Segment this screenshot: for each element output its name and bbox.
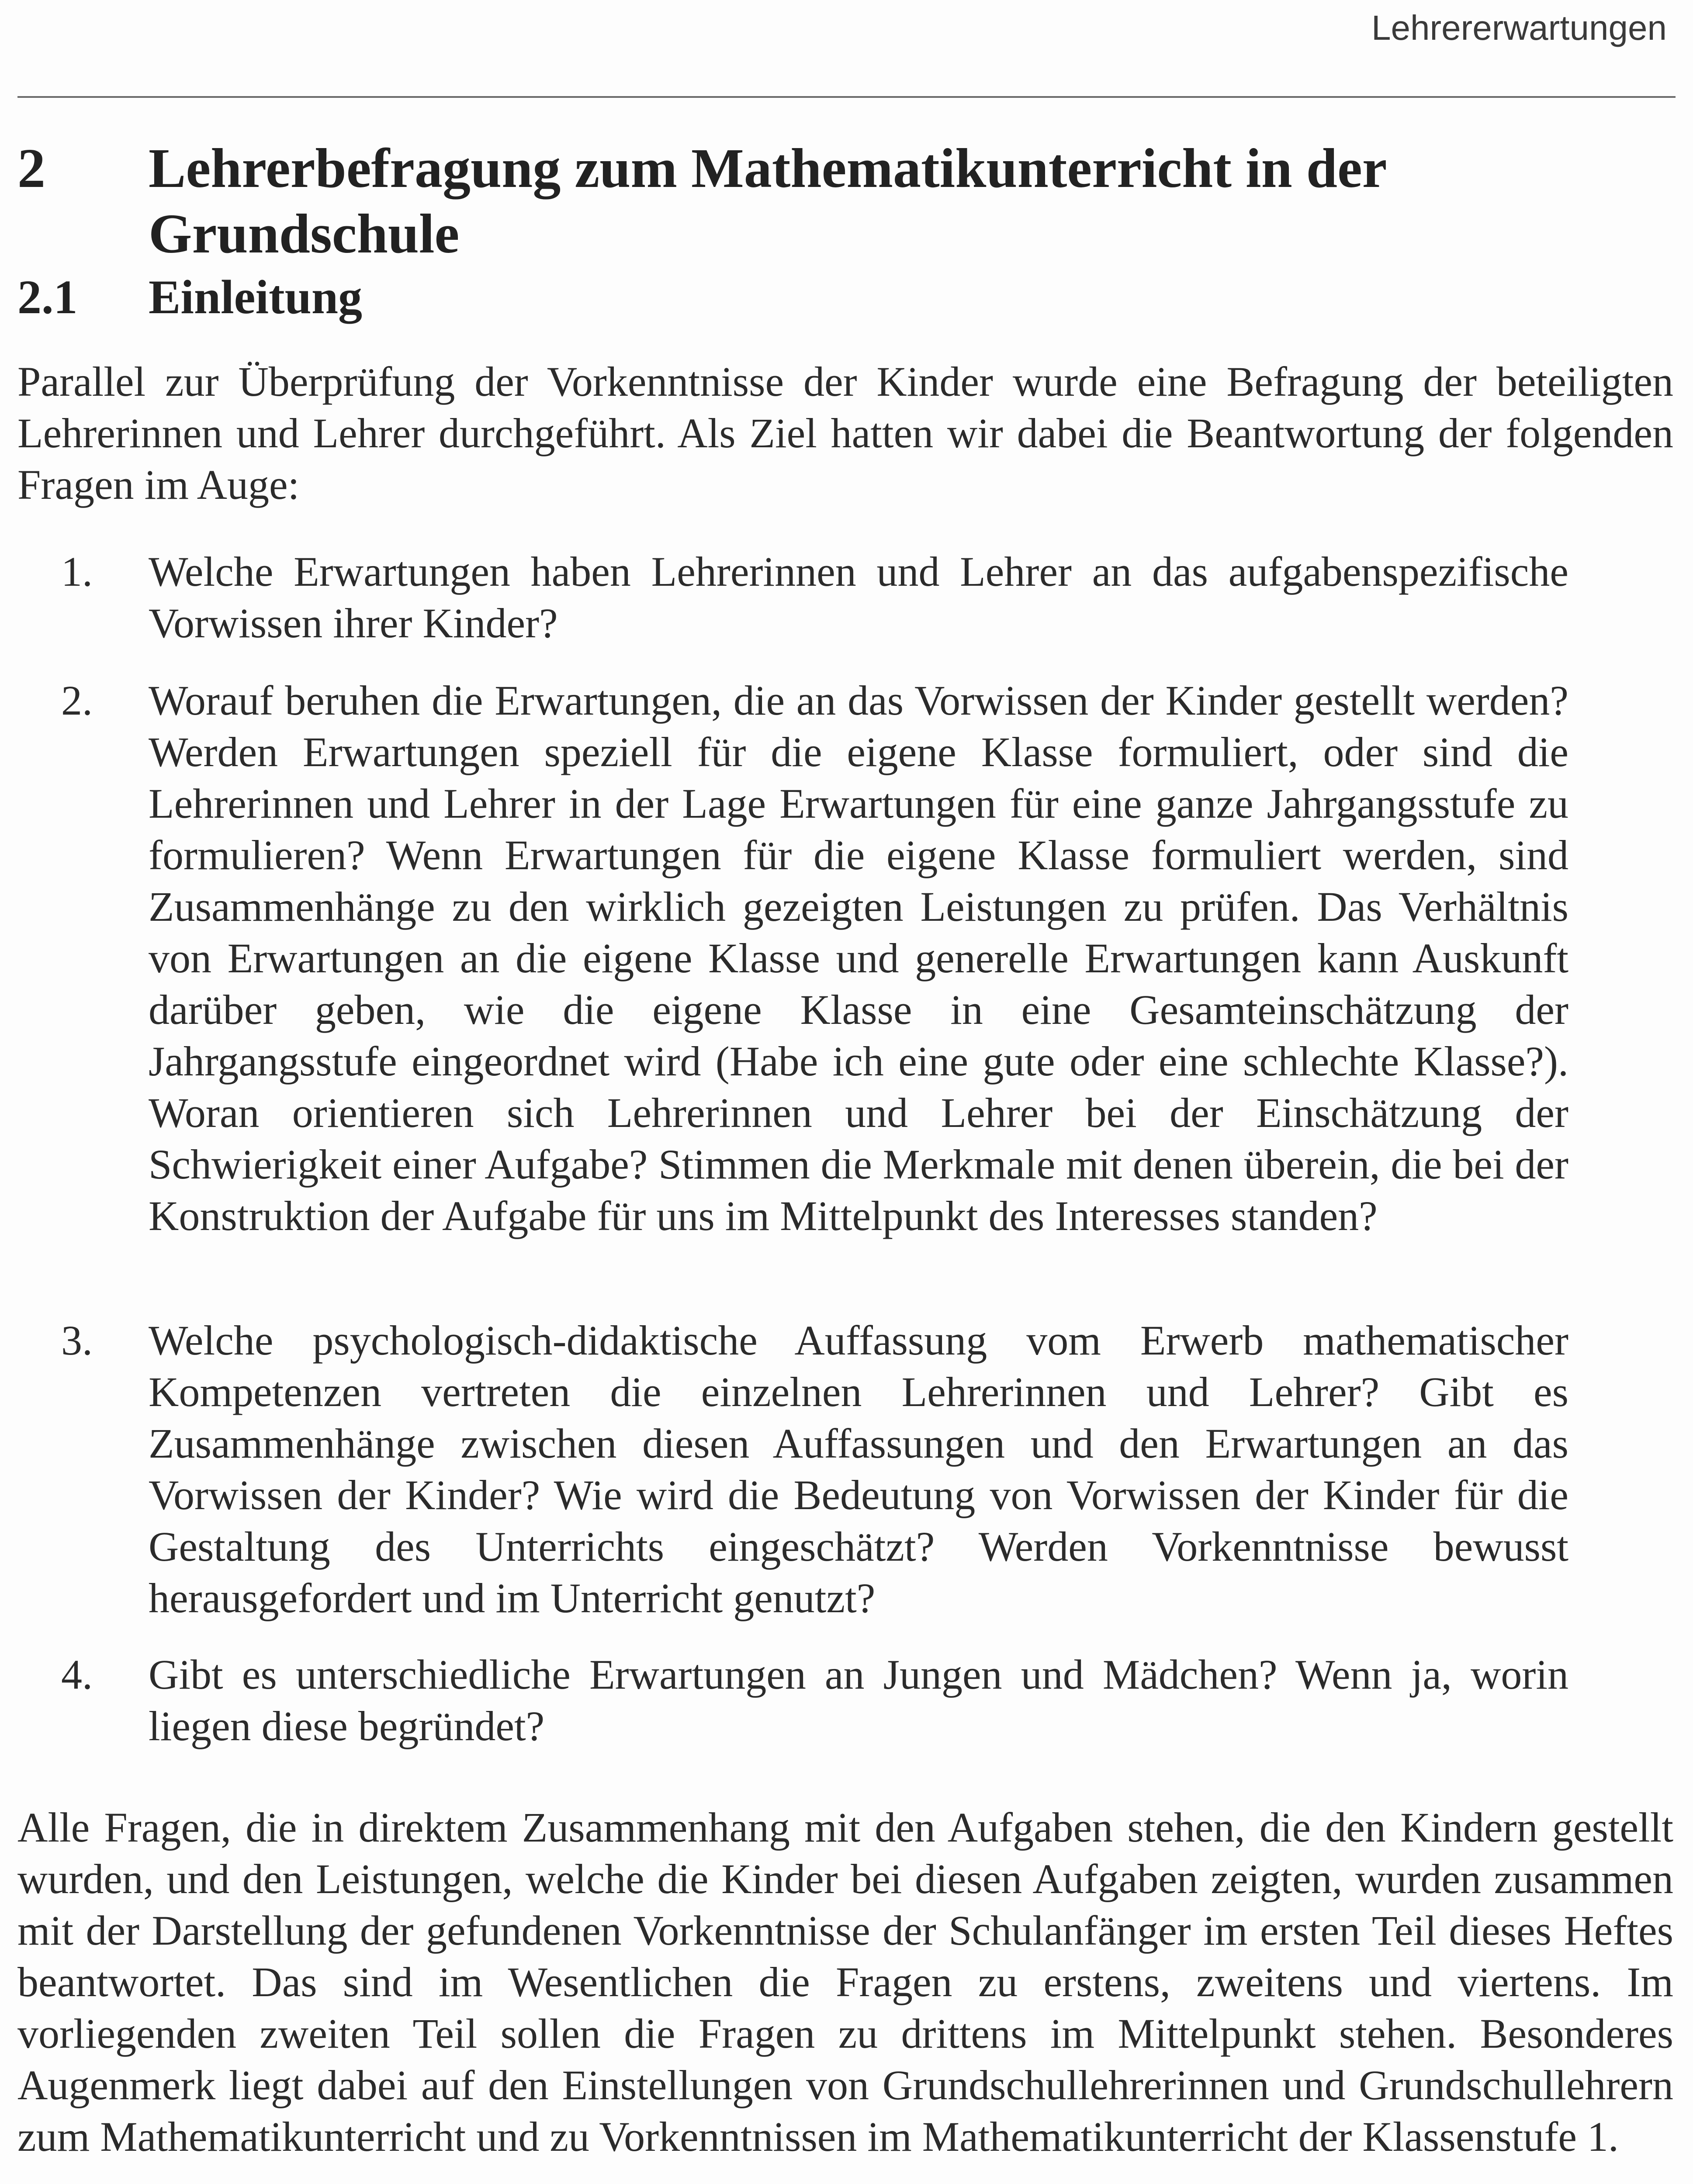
section-number: 2.1	[17, 270, 78, 324]
question-text: Welche psychologisch-didaktische Auffassung vom Erwerb mathematischer Kompetenzen vertreten die einzelnen Lehrerinnen und Lehrer? Gibt es Zusammenhänge zwischen diesen Auffassungen und den Erwartungen an das Vorwissen der Kinder? Wie wird die Bedeutung von Vorwissen der Kinder für die Gestaltung des Unterrichts eingeschätzt? Werden Vorkenntnisse bewusst herausgefordert und im Unterricht genutzt?	[149, 1317, 1568, 1621]
body-paragraph	[17, 1802, 1673, 2163]
section-title: Einleitung	[149, 270, 363, 324]
paragraph-text: Parallel zur Überprüfung der Vorkenntnisse der Kinder wurde eine Befragung der beteiligten Lehrerinnen und Lehrer durchgeführt. Als Ziel hatten wir dabei die Beantwortung der folgenden Fragen im Auge:	[17, 358, 1673, 508]
question-list-item	[61, 546, 1568, 649]
question-text: Welche Erwartungen haben Lehrerinnen und Lehrer an das aufgabenspezifische Vorwissen ihrer Kinder?	[149, 548, 1568, 646]
running-header: Lehrererwartungen	[1371, 8, 1667, 47]
paragraph-text: Alle Fragen, die in direktem Zusammenhang mit den Aufgaben stehen, die den Kindern gestellt wurden, und den Leistungen, welche die Kinder bei diesen Aufgaben zeigten, wurden zusammen mit der Darstellung der gefundenen Vorkenntnisse der Schulanfänger im ersten Teil dieses Heftes beantwortet. Das sind im Wesentlichen die Fragen zu erstens, zweitens und viertens. Im vorliegenden zweiten Teil sollen die Fragen zu drittens im Mittelpunkt stehen. Besonderes Augenmerk liegt dabei auf den Einstellungen von Grundschullehrerinnen und Grundschullehrern zum Mathematikunterricht und zu Vorkenntnissen im Mathematikunterricht der Klassenstufe 1.	[17, 1804, 1673, 2160]
section-heading	[17, 266, 362, 328]
question-number: 1.	[61, 548, 93, 595]
header-rule	[17, 96, 1676, 98]
question-number: 2.	[61, 677, 93, 724]
question-text: Worauf beruhen die Erwartungen, die an das Vorwissen der Kinder gestellt werden? Werden Erwartungen speziell für die eigene Klasse formuliert, oder sind die Lehrerinnen und Lehrer in der Lage Erwartungen für eine ganze Jahrgangsstufe zu formulieren? Wenn Erwartungen für die eigene Klasse formuliert werden, sind Zusammenhänge zu den wirklich gezeigten Leistungen zu prüfen. Das Verhältnis von Erwartungen an die eigene Klasse und generelle Erwartungen kann Auskunft darüber geben, wie die eigene Klasse in eine Gesamteinschätzung der Jahrgangsstufe eingeordnet wird (Habe ich eine gute oder eine schlechte Klasse?). Woran orientieren sich Lehrerinnen und Lehrer bei der Einschätzung der Schwierigkeit einer Aufgabe? Stimmen die Merkmale mit denen überein, die bei der Konstruktion der Aufgabe für uns im Mittelpunkt des Interesses standen?	[149, 677, 1568, 1239]
question-list-item	[61, 1649, 1568, 1752]
intro-paragraph	[17, 356, 1673, 511]
chapter-number: 2	[17, 137, 45, 199]
question-number: 4.	[61, 1651, 93, 1698]
question-list-item	[61, 1315, 1568, 1624]
question-list-item	[61, 675, 1568, 1242]
question-number: 3.	[61, 1317, 93, 1364]
chapter-title: Lehrerbefragung zum Mathematikunterricht in der Grundschule	[149, 137, 1386, 265]
question-text: Gibt es unterschiedliche Erwartungen an Jungen und Mädchen? Wenn ja, worin liegen diese begründet?	[149, 1651, 1568, 1749]
chapter-heading	[17, 135, 1590, 266]
